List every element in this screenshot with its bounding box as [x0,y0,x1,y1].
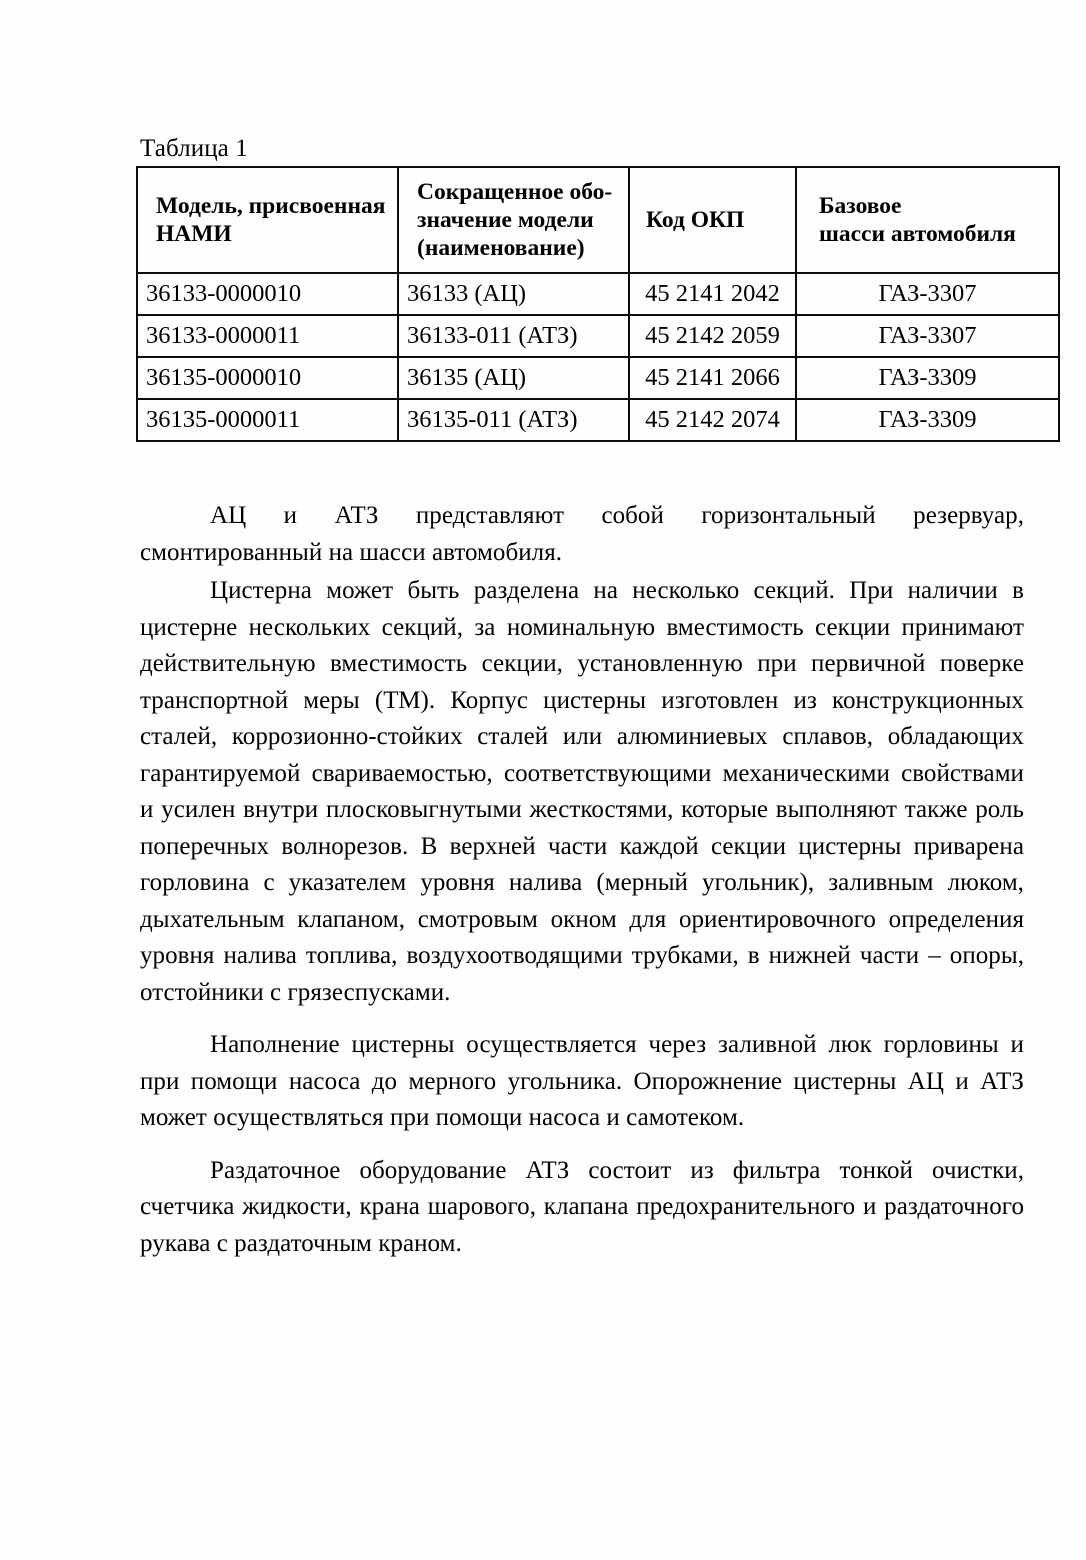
table-header-short-name-line-2: значение модели [417,207,594,233]
table-header [137,167,1059,273]
paragraph-4: Раздаточное оборудование АТЗ состоит из фильтра тонкой очистки, счетчика жидкости, крана шарового, клапана предохранительного и раздаточного рукава с раздаточным краном. [140,1156,1024,1257]
body-text [140,498,1024,1262]
paragraph-1: АЦ и АТЗ представляют собой горизонтальный резервуар, смонтированный на шасси автомобиля. [140,502,1024,566]
cell-okp-code: 45 2141 2042 [629,273,796,315]
table-row [137,273,1059,315]
table-header-base-chassis-line-2: шасси автомобиля [819,221,1016,247]
paragraph-2: Цистерна может быть разделена на несколько секций. При наличии в цистерне нескольких секций, за номинальную вместимость секции принимают действительную вместимость секции, установленную при первичной поверке транспортной меры (ТМ). Корпус цистерны изготовлен из конструкционных сталей, коррозионно-стойких сталей или алюминиевых сплавов, обладающих гарантируемой свариваемостью, соответствующими механическими свойствами и усилен внутри плосковыгнутыми жесткостями, которые выполняют также роль поперечных волнорезов. В верхней части каждой секции цистерны приварена горловина с указателем уровня налива (мерный угольник), заливным люком, дыхательным клапаном, смотровым окном для ориентировочного определения уровня налива топлива, воздухоотводящими трубками, в нижней части – опоры, отстойники с грязеспусками. [140,577,1024,1006]
table-caption: Таблица 1 [140,135,248,162]
cell-model: 36135-0000010 [137,357,398,399]
table-header-model [137,167,398,273]
table-header-okp-code-line-1: Код ОКП [646,207,745,233]
cell-base-chassis: ГАЗ-3309 [796,399,1059,441]
table-header-short-name [398,167,629,273]
table-header-model-line-1: Модель, присвоенная [156,193,386,219]
cell-okp-code: 45 2141 2066 [629,357,796,399]
table-row [137,399,1059,441]
cell-short-name: 36133 (АЦ) [398,273,629,315]
table-header-row [137,167,1059,273]
cell-model: 36133-0000010 [137,273,398,315]
table-header-short-name-line-1: Сокращенное обо- [417,179,613,205]
table-header-base-chassis-line-1: Базовое [819,193,902,219]
cell-base-chassis: ГАЗ-3307 [796,273,1059,315]
table-header-base-chassis [796,167,1059,273]
cell-short-name: 36135-011 (АТЗ) [398,399,629,441]
cell-short-name: 36133-011 (АТЗ) [398,315,629,357]
vehicle-models-table [136,166,1060,442]
cell-okp-code: 45 2142 2074 [629,399,796,441]
cell-base-chassis: ГАЗ-3309 [796,357,1059,399]
cell-model: 36135-0000011 [137,399,398,441]
cell-model: 36133-0000011 [137,315,398,357]
table-header-short-name-line-3: (наименование) [417,235,585,261]
table-header-okp-code [629,167,796,273]
table-row [137,315,1059,357]
table-header-model-line-2: НАМИ [156,221,232,247]
cell-okp-code: 45 2142 2059 [629,315,796,357]
paragraph-3: Наполнение цистерны осуществляется через заливной люк горловины и при помощи насоса до мерного угольника. Опорожнение цистерны АЦ и АТЗ может осуществляться при помощи насоса и самотеком. [140,1031,1024,1131]
cell-short-name: 36135 (АЦ) [398,357,629,399]
cell-base-chassis: ГАЗ-3307 [796,315,1059,357]
table-body [137,273,1059,441]
table-row [137,357,1059,399]
